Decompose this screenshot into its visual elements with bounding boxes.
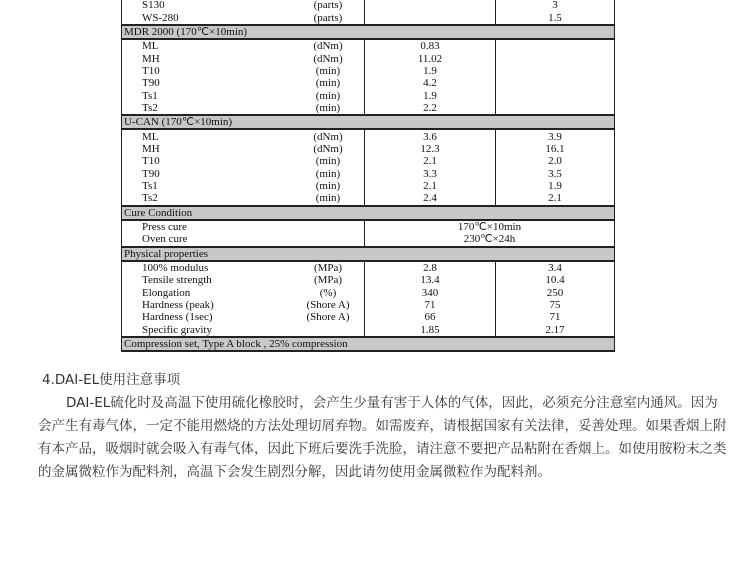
table-row — [122, 0, 615, 11]
row-label: Elongation — [122, 287, 293, 299]
section-title: MDR 2000 (170℃×10min) — [122, 25, 615, 39]
value-1: 71 — [365, 299, 496, 311]
row-unit — [292, 220, 365, 233]
value-1 — [365, 11, 496, 24]
row-unit: (dNm) — [292, 129, 365, 142]
row-unit: (MPa) — [292, 261, 365, 274]
row-label: Specific gravity — [122, 324, 293, 337]
value-2 — [496, 65, 615, 77]
section-header — [122, 115, 615, 129]
table-row — [122, 274, 615, 286]
row-label: T90 — [122, 167, 293, 179]
row-unit: (min) — [292, 192, 365, 205]
value-2: 75 — [496, 299, 615, 311]
table-row — [122, 311, 615, 323]
row-label: Ts2 — [122, 192, 293, 205]
section-title: U-CAN (170℃×10min) — [122, 115, 615, 129]
value-1: 12.3 — [365, 143, 496, 155]
table-row — [122, 77, 615, 89]
table-row — [122, 129, 615, 142]
table-row — [122, 287, 615, 299]
row-label: Tensile strength — [122, 274, 293, 286]
row-label: Ts2 — [122, 102, 293, 115]
row-unit: (Shore A) — [292, 311, 365, 323]
row-label: Ts1 — [122, 89, 293, 101]
row-label: MH — [122, 143, 293, 155]
table-row — [122, 11, 615, 24]
row-unit: (min) — [292, 102, 365, 115]
row-unit: (dNm) — [292, 39, 365, 52]
row-unit: (min) — [292, 65, 365, 77]
value-1: 2.8 — [365, 261, 496, 274]
value-2: 3 — [496, 0, 615, 11]
row-label: T10 — [122, 155, 293, 167]
row-unit: (dNm) — [292, 52, 365, 64]
row-label: WS-280 — [122, 11, 293, 24]
usage-notes — [38, 369, 728, 484]
value-1: 2.2 — [365, 102, 496, 115]
row-label: ML — [122, 39, 293, 52]
table-row — [122, 299, 615, 311]
value-2: 2.17 — [496, 324, 615, 337]
row-unit — [292, 324, 365, 337]
value-1: 2.1 — [365, 180, 496, 192]
section-header — [122, 337, 615, 351]
value-1 — [365, 0, 496, 11]
row-label: MH — [122, 52, 293, 64]
row-unit: (min) — [292, 89, 365, 101]
value-1: 3.3 — [365, 167, 496, 179]
table-row — [122, 65, 615, 77]
row-unit: (min) — [292, 155, 365, 167]
span-value: 230℃×24h — [365, 233, 615, 246]
row-unit: (min) — [292, 180, 365, 192]
row-label: S130 — [122, 0, 293, 11]
value-2: 3.4 — [496, 261, 615, 274]
properties-table — [121, 0, 615, 352]
row-unit: (min) — [292, 167, 365, 179]
table-row — [122, 324, 615, 337]
notes-body: DAI-EL硫化时及高温下使用硫化橡胶时，会产生少量有害于人体的气体，因此，必须充分注意室内通风。因为会产生有毒气体，一定不能用燃烧的方法处理切屑弃物。如需废弃，请根据国家有关法律，妥善处理。如果香烟上附有本产品，吸烟时就会吸入有毒气体，因此下班后要洗手洗脸，请注意不要把产品粘附在香烟上。如使用胺粉末之类的金属微粒作为配料剂，高温下会发生剧烈分解，因此请勿使用金属微粒作为配料剂。 — [38, 395, 727, 480]
value-1: 11.02 — [365, 52, 496, 64]
table-row — [122, 39, 615, 52]
row-unit: (Shore A) — [292, 299, 365, 311]
value-1: 66 — [365, 311, 496, 323]
row-label: T10 — [122, 65, 293, 77]
row-unit: (min) — [292, 77, 365, 89]
value-2: 16.1 — [496, 143, 615, 155]
row-unit: (dNm) — [292, 143, 365, 155]
value-1: 4.2 — [365, 77, 496, 89]
value-2 — [496, 77, 615, 89]
value-2: 3.5 — [496, 167, 615, 179]
section-title: Compression set, Type A block , 25% compression — [122, 337, 615, 351]
row-unit: (MPa) — [292, 274, 365, 286]
row-unit — [292, 233, 365, 246]
value-2: 1.5 — [496, 11, 615, 24]
table-row — [122, 52, 615, 64]
value-2: 2.0 — [496, 155, 615, 167]
row-label: Press cure — [122, 220, 293, 233]
value-2: 3.9 — [496, 129, 615, 142]
row-unit: (%) — [292, 287, 365, 299]
row-unit: (parts) — [292, 11, 365, 24]
row-unit: (parts) — [292, 0, 365, 11]
section-title: Cure Condition — [122, 206, 615, 220]
value-2: 71 — [496, 311, 615, 323]
value-1: 0.83 — [365, 39, 496, 52]
row-label: 100% modulus — [122, 261, 293, 274]
row-label: Hardness (1sec) — [122, 311, 293, 323]
section-header — [122, 206, 615, 220]
value-1: 1.85 — [365, 324, 496, 337]
table-row — [122, 220, 615, 233]
table-row — [122, 155, 615, 167]
value-2 — [496, 89, 615, 101]
value-2 — [496, 52, 615, 64]
table-row — [122, 143, 615, 155]
table-row — [122, 167, 615, 179]
row-label: Oven cure — [122, 233, 293, 246]
table-row — [122, 233, 615, 246]
table-row — [122, 180, 615, 192]
value-1: 1.9 — [365, 89, 496, 101]
value-1: 340 — [365, 287, 496, 299]
row-label: ML — [122, 129, 293, 142]
span-value: 170℃×10min — [365, 220, 615, 233]
value-2 — [496, 102, 615, 115]
value-1: 2.4 — [365, 192, 496, 205]
table-row — [122, 261, 615, 274]
value-2: 1.9 — [496, 180, 615, 192]
section-title: Physical properties — [122, 247, 615, 261]
value-1: 13.4 — [365, 274, 496, 286]
table-row — [122, 192, 615, 205]
table-row — [122, 89, 615, 101]
section-header — [122, 247, 615, 261]
value-2 — [496, 39, 615, 52]
value-1: 1.9 — [365, 65, 496, 77]
table-row — [122, 102, 615, 115]
value-1: 3.6 — [365, 129, 496, 142]
value-2: 10.4 — [496, 274, 615, 286]
section-header — [122, 25, 615, 39]
notes-title: 4.DAI-EL使用注意事项 — [42, 372, 181, 388]
value-2: 250 — [496, 287, 615, 299]
value-1: 2.1 — [365, 155, 496, 167]
row-label: T90 — [122, 77, 293, 89]
row-label: Ts1 — [122, 180, 293, 192]
value-2: 2.1 — [496, 192, 615, 205]
row-label: Hardness (peak) — [122, 299, 293, 311]
